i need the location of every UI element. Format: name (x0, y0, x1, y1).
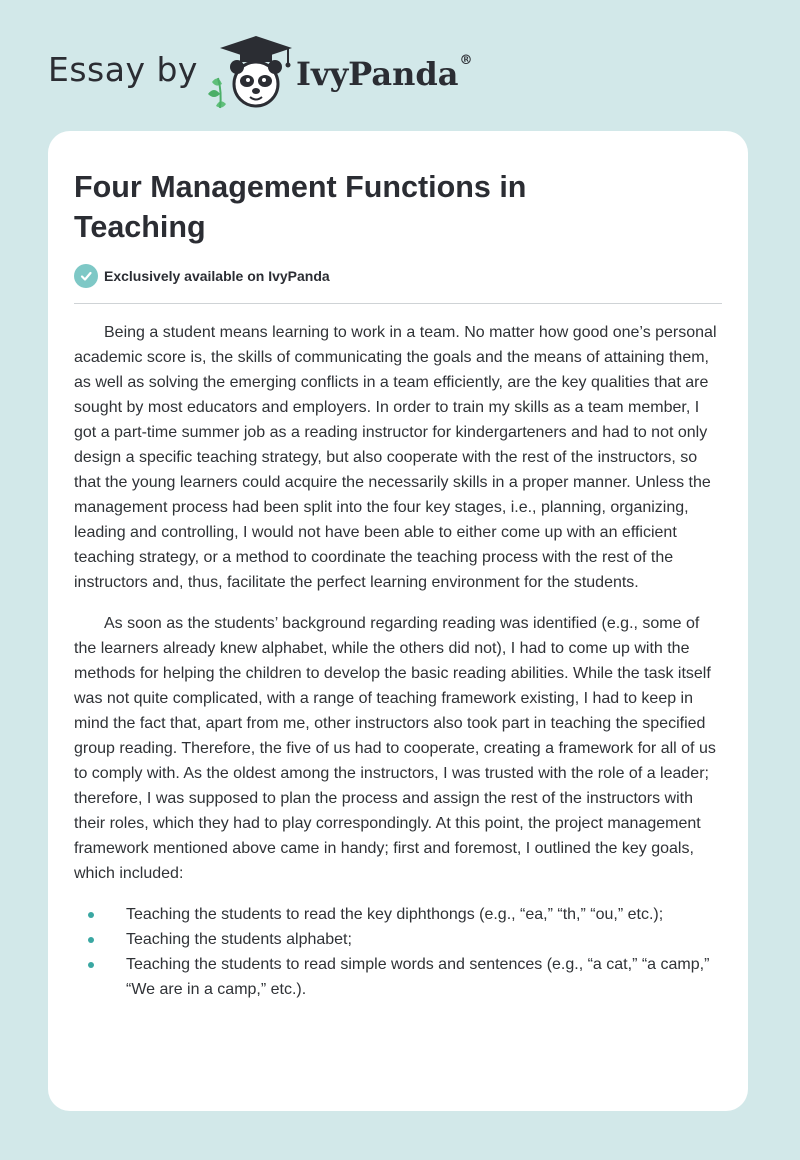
list-item (74, 927, 724, 952)
exclusive-badge (74, 263, 330, 289)
site-header (0, 0, 800, 130)
paragraph: As soon as the students’ background regarding reading was identified (e.g., some of the learners already knew alphabet, while the others did not), I had to come up with the methods for helping the children to develop the basic reading abilities. While the task itself was not quite complicated, with a range of teaching framework existing, I had to keep in mind the fact that, apart from me, other instructors also took part in teaching the specified group reading. Therefore, the five of us had to cooperate, creating a framework for all of us to comply with. As the oldest among the instructors, I was trusted with the role of a leader; therefore, I was supposed to plan the process and assign the rest of the instructors with their roles, which they had to play correspondingly. At this point, the project management framework mentioned above came in handy; first and foremost, I outlined the key goals, which included: (74, 615, 716, 882)
exclusive-badge-text: Exclusively available on IvyPanda (104, 268, 330, 284)
list-item-text: Teaching the students to read simple words and sentences (e.g., “a cat,” “a camp,” “We are in a camp,” etc.). (126, 956, 710, 998)
ivypanda-brand[interactable] (296, 55, 472, 93)
list-item (74, 902, 724, 927)
bullet-icon (88, 937, 94, 943)
essay-title: Four Management Functions in Teaching (74, 170, 527, 244)
check-circle-icon (74, 264, 98, 288)
divider (74, 303, 722, 304)
essay-by-label: Essay by (48, 50, 198, 89)
bullet-icon (88, 962, 94, 968)
panda-graduate-logo-icon[interactable] (200, 34, 296, 110)
list-item (74, 952, 724, 1002)
paragraph: Being a student means learning to work in a team. No matter how good one’s personal academic score is, the skills of communicating the goals and the means of attaining them, as well as solving the emerging conflicts in a team efficiently, are the key qualities that are sought by most educators and employers. In order to train my skills as a team member, I got a part-time summer job as a reading instructor for kindergarteners and had to not only design a specific teaching strategy, but also cooperate with the rest of the instructors, so that the young learners could acquire the necessarily skills in a proper manner. Unless the management process had been split into the four key stages, i.e., planning, organizing, leading and controlling, I would not have been able to either come up with an efficient teaching strategy, or a method to coordinate the teaching process with the rest of the instructors and, thus, facilitate the perfect learning environment for the students. (74, 324, 717, 591)
goals-list (74, 902, 724, 1002)
list-item-text: Teaching the students to read the key diphthongs (e.g., “ea,” “th,” “ou,” etc.); (126, 906, 664, 923)
registered-mark: ® (459, 53, 473, 68)
essay-card (48, 131, 748, 1111)
essay-body (74, 320, 724, 1002)
list-item-text: Teaching the students alphabet; (126, 931, 352, 948)
brand-name-text: IvyPanda (296, 55, 459, 93)
bullet-icon (88, 912, 94, 918)
